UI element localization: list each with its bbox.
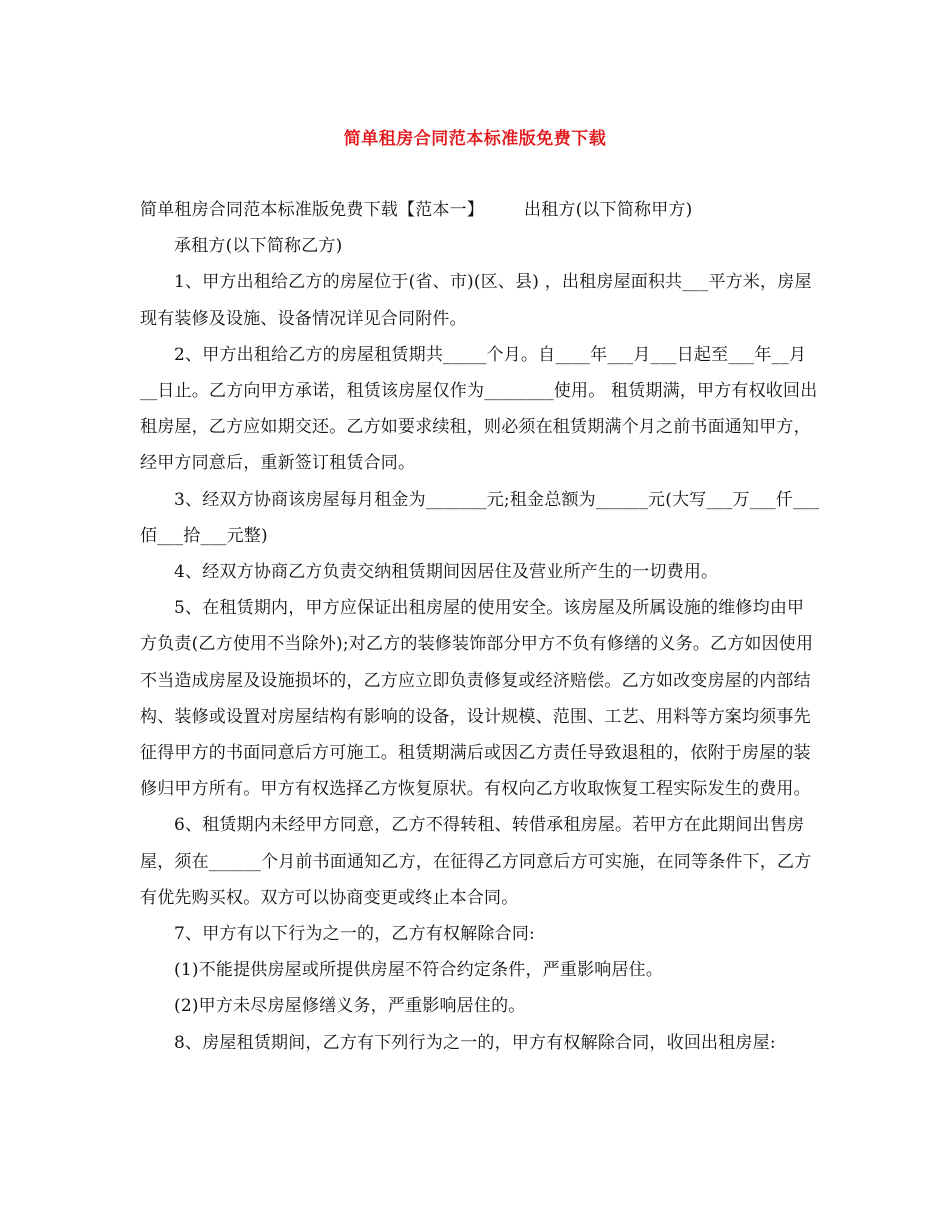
clause-3: 3、经双方协商该房屋每月租金为_______元;租金总额为______元(大写___万___仟___佰___拾___元整) (140, 489, 820, 546)
clause-8: 8、房屋租赁期间，乙方有下列行为之一的，甲方有权解除合同，收回出租房屋: (174, 1032, 776, 1053)
landlord-label: 出租方(以下简称甲方) (524, 200, 693, 220)
document-body (140, 192, 820, 1061)
tenant-line: 承租方(以下简称乙方) (174, 236, 343, 257)
intro-line (140, 192, 820, 228)
clause-6: 6、租赁期内未经甲方同意，乙方不得转租、转借承租房屋。若甲方在此期间出售房屋，须在______个月前书面通知乙方，在征得乙方同意后方可实施，在同等条件下，乙方有优先购买权。双方可以协商变更或终止本合同。 (140, 815, 812, 908)
clause-7: 7、甲方有以下行为之一的，乙方有权解除合同: (174, 924, 535, 945)
document-title: 简单租房合同范本标准版免费下载 (343, 129, 607, 149)
clause-4: 4、经双方协商乙方负责交纳租赁期间因居住及营业所产生的一切费用。 (174, 562, 719, 583)
clause-7-item-2: (2)甲方未尽房屋修缮义务，严重影响居住的。 (174, 996, 526, 1017)
clause-2: 2、甲方出租给乙方的房屋租赁期共_____个月。自____年___月___日起至___年__月__日止。乙方向甲方承诺，租赁该房屋仅作为________使用。 租赁期满，甲方有权收回出租房屋，乙方应如期交还。乙方如要求续租，则必须在租赁期满个月之前书面通知甲方，经甲方同意后，重新签订租赁合同。 (140, 344, 818, 474)
clause-1: 1、甲方出租给乙方的房屋位于(省、市)(区、县) ，出租房屋面积共___平方米，房屋现有装修及设施、设备情况详见合同附件。 (140, 272, 812, 329)
clause-7-item-1: (1)不能提供房屋或所提供房屋不符合约定条件，严重影响居住。 (174, 960, 664, 981)
clause-5: 5、在租赁期内，甲方应保证出租房屋的使用安全。该房屋及所属设施的维修均由甲方负责(乙方使用不当除外);对乙方的装修装饰部分甲方不负有修缮的义务。乙方如因使用不当造成房屋及设施损坏的，乙方应立即负责修复或经济赔偿。乙方如改变房屋的内部结构、装修或设置对房屋结构有影响的设备，设计规模、范围、工艺、用料等方案均须事先征得甲方的书面同意后方可施工。租赁期满后或因乙方责任导致退租的，依附于房屋的装修归甲方所有。甲方有权选择乙方恢复原状。有权向乙方收取恢复工程实际发生的费用。 (140, 598, 814, 800)
intro-heading: 简单租房合同范本标准版免费下载【范本一】 (140, 200, 484, 220)
